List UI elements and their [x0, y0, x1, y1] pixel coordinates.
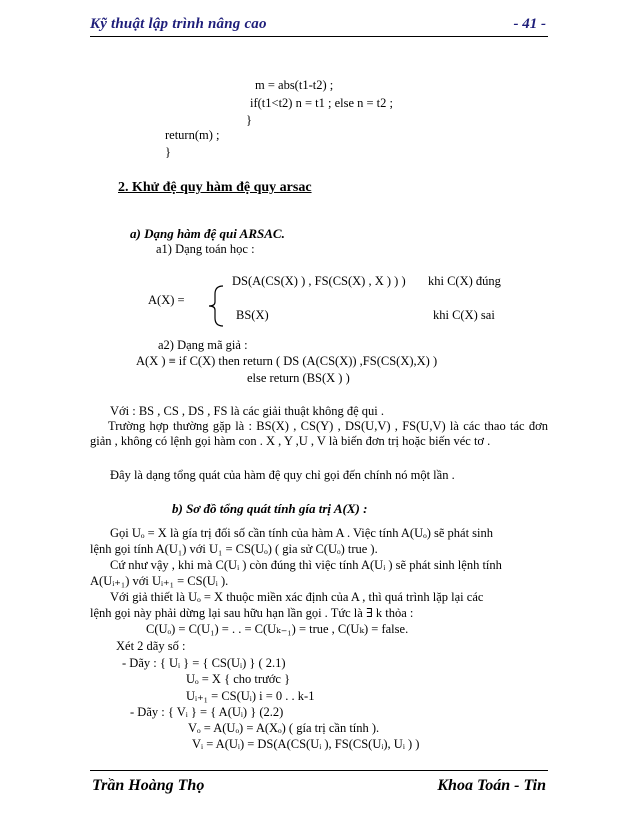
- code-line: m = abs(t1-t2) ;: [255, 78, 334, 92]
- text-line: Xét 2 dãy số :: [116, 639, 186, 653]
- math-line: Vᵢ = A(Uᵢ) = DS(A(CS(Uᵢ ), FS(CS(Uᵢ), Uᵢ ) ): [192, 737, 420, 751]
- text-line: Gọi Uₒ = X là gía trị đối số cần tính của hàm A . Việc tính A(Uₒ) sẽ phát sinh: [110, 526, 494, 540]
- section-heading: 2. Khử đệ quy hàm đệ quy arsac: [118, 180, 312, 195]
- a2-label: a2) Dạng mã giả :: [158, 338, 248, 352]
- math-line: Uᵢ₊₁ = CS(Uᵢ) i = 0 . . k-1: [186, 689, 315, 703]
- math-line: Vₒ = A(Uₒ) = A(Xₒ) ( gía trị cần tính ).: [188, 721, 380, 735]
- code-line: }: [246, 113, 252, 127]
- subsection-a-heading: a) Dạng hàm đệ qui ARSAC.: [130, 226, 285, 241]
- math-line: - Dãy : { Uᵢ } = { CS(Uᵢ) } ( 2.1): [122, 656, 286, 670]
- subsection-b-heading: b) Sơ đồ tổng quát tính gía trị A(X) :: [172, 501, 368, 516]
- pseudocode-line: else return (BS(X ) ): [247, 371, 350, 385]
- text-line: lệnh gọi tính A(U₁) với U₁ = CS(Uₒ) ( gỉa sử C(Uₒ) true ).: [90, 542, 378, 556]
- code-line: }: [165, 145, 171, 159]
- header-page-number: - 41 -: [513, 16, 546, 32]
- math-line: - Dãy : { Vᵢ } = { A(Uᵢ) } (2.2): [130, 705, 284, 719]
- math-line: C(Uₒ) = C(U₁) = . . = C(Uₖ₋₁) = true , C(Uₖ) = false.: [146, 622, 409, 636]
- footer-author: Trần Hoàng Thọ: [92, 777, 205, 794]
- case2-condition: khi C(X) sai: [433, 308, 495, 322]
- a1-label: a1) Dạng toán học :: [156, 242, 255, 256]
- math-line: Uₒ = X { cho trước }: [186, 672, 291, 686]
- code-line: return(m) ;: [165, 128, 220, 142]
- left-brace-icon: [205, 284, 227, 328]
- paragraph: Với : BS , CS , DS , FS là các giải thuật không đệ qui .: [110, 404, 384, 418]
- footer-rule: [90, 770, 548, 771]
- text-line: Với giả thiết là Uₒ = X thuộc miền xác định của A , thì quá trình lặp lại các: [110, 590, 484, 604]
- header-rule: [90, 36, 548, 37]
- code-line: if(t1<t2) n = t1 ; else n = t2 ;: [250, 96, 394, 110]
- text-line: lệnh gọi này phải dừng lại sau hữu hạn lần gọi . Tức là ∃ k thỏa :: [90, 606, 414, 620]
- footer-department: Khoa Toán - Tin: [437, 777, 546, 794]
- case1-expression: DS(A(CS(X) ) , FS(CS(X) , X ) ) ): [232, 274, 406, 288]
- paragraph: Đây là dạng tổng quát của hàm đệ quy chỉ gọi đến chính nó một lần .: [110, 468, 455, 482]
- paragraph: Trường hợp thường gặp là : BS(X) , CS(Y) , DS(U,V) , FS(U,V) là các thao tác đơn giản , không có lệnh gọi hàm con . X , Y ,U , V là biến đơn trị hoặc biến véc tơ .: [90, 419, 548, 448]
- text-line: Cứ như vậy , khi mà C(Uᵢ ) còn đúng thì việc tính A(Uᵢ ) sẽ phát sinh lệnh tính: [110, 558, 502, 572]
- formula-lhs: A(X) =: [148, 293, 185, 307]
- pseudocode-line: A(X ) ≡ if C(X) then return ( DS (A(CS(X)) ,FS(CS(X),X) ): [136, 354, 438, 368]
- header-title: Kỹ thuật lập trình nâng cao: [90, 16, 267, 32]
- text-line: A(Uᵢ₊₁) với Uᵢ₊₁ = CS(Uᵢ ).: [90, 574, 229, 588]
- case1-condition: khi C(X) đúng: [428, 274, 501, 288]
- case2-expression: BS(X): [236, 308, 269, 322]
